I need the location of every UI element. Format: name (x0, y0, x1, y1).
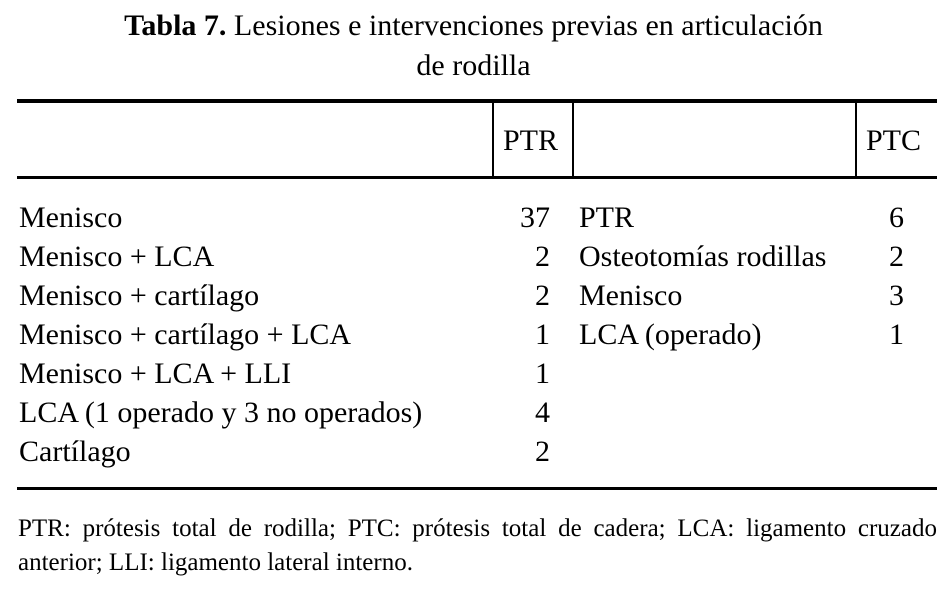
row-count-ptr: 2 (535, 435, 550, 468)
row-count-ptc: 6 (889, 201, 904, 234)
row-count-ptc: 1 (889, 318, 904, 351)
table-title-text: Lesiones e intervenciones previas en articulación (233, 9, 823, 42)
table-row (0, 354, 947, 393)
row-label-ptr: Menisco (19, 201, 123, 234)
row-count-ptc: 3 (889, 279, 904, 312)
row-count-ptr: 2 (535, 279, 550, 312)
row-label-ptc: Osteotomías rodillas (579, 240, 827, 273)
top-rule (17, 99, 937, 103)
table-row (0, 393, 947, 432)
row-label-ptc: PTR (579, 201, 635, 234)
table-row (0, 237, 947, 276)
bottom-rule (17, 487, 937, 490)
row-count-ptr: 1 (535, 357, 550, 390)
column-divider (855, 103, 857, 176)
column-divider (492, 103, 494, 176)
table-row (0, 315, 947, 354)
row-label-ptc: Menisco (579, 279, 683, 312)
row-label-ptc: LCA (operado) (579, 318, 762, 351)
row-label-ptr: Menisco + LCA (19, 240, 215, 273)
table-row (0, 276, 947, 315)
row-count-ptc: 2 (889, 240, 904, 273)
row-label-ptr: Menisco + cartílago (19, 279, 260, 312)
row-count-ptr: 37 (520, 201, 550, 234)
column-divider (572, 103, 574, 176)
row-label-ptr: Menisco + LCA + LLI (19, 357, 292, 390)
row-count-ptr: 4 (535, 396, 550, 429)
table-row (0, 198, 947, 237)
row-label-ptr: Cartílago (19, 435, 131, 468)
row-label-ptr: Menisco + cartílago + LCA (19, 318, 352, 351)
table-title-text-line2: de rodilla (416, 49, 531, 82)
header-ptc: PTC (866, 124, 922, 157)
table-title (0, 6, 947, 86)
row-count-ptr: 1 (535, 318, 550, 351)
row-count-ptr: 2 (535, 240, 550, 273)
row-label-ptr: LCA (1 operado y 3 no operados) (19, 396, 423, 429)
header-rule (17, 176, 937, 179)
table-footnote: PTR: prótesis total de rodilla; PTC: prótesis total de cadera; LCA: ligamento cruzado anterior; LLI: ligamento lateral interno. (18, 515, 937, 576)
table-title-label: Tabla 7. (124, 9, 227, 42)
header-ptr: PTR (503, 124, 559, 157)
table-row (0, 432, 947, 471)
table-body (0, 198, 947, 471)
